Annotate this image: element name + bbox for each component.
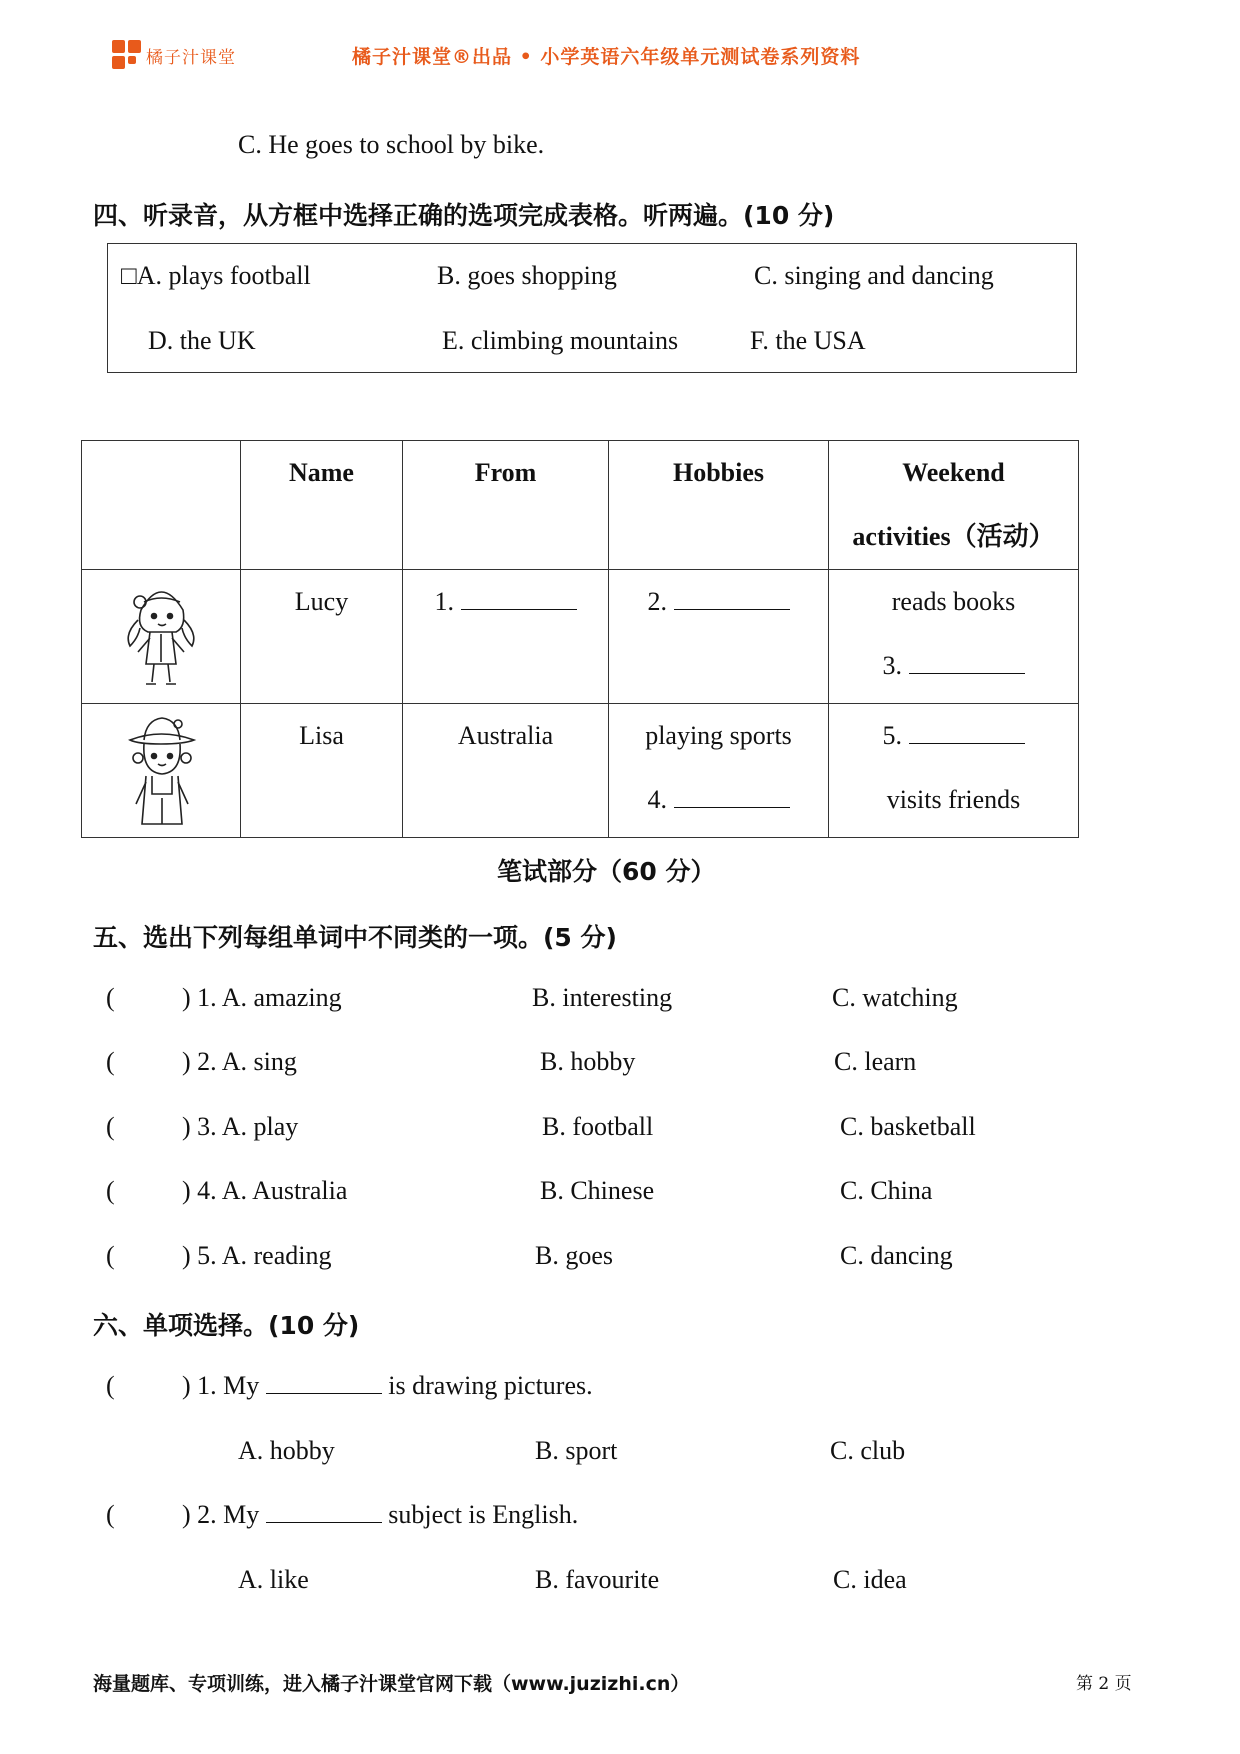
section6-q2-a: A. like <box>238 1565 309 1594</box>
listening-table <box>81 440 1079 838</box>
table-header-hobbies: Hobbies <box>609 441 829 570</box>
section6-q2-stem: ) 2. My subject is English. <box>182 1500 579 1529</box>
lisa-from: Australia <box>403 704 609 838</box>
section5-q5: ) 5. A. reading <box>182 1241 332 1270</box>
section6-q1-a: A. hobby <box>238 1436 335 1465</box>
answer-paren[interactable]: ( <box>106 1500 115 1529</box>
section5-q1-b: B. interesting <box>532 983 673 1012</box>
brand-logo <box>112 40 236 70</box>
answer-paren[interactable]: ( <box>106 1176 115 1205</box>
answer-paren[interactable]: ( <box>106 1371 115 1400</box>
section-6-title: 六、单项选择。(10 分) <box>93 1311 360 1340</box>
section5-q4-c: C. China <box>840 1176 933 1205</box>
footer-promo: 海量题库、专项训练，进入橘子汁课堂官网下载（www.juzizhi.cn） <box>93 1673 690 1695</box>
section5-q4-b: B. Chinese <box>540 1176 655 1205</box>
section6-q2-c: C. idea <box>833 1565 907 1594</box>
girl-pigtails-illustration <box>116 572 206 696</box>
logo-text: 橘子汁课堂 <box>146 47 236 68</box>
answer-paren[interactable]: ( <box>106 983 115 1012</box>
lisa-hobbies: playing sports 4. <box>609 704 829 838</box>
section6-q1-stem: ) 1. My is drawing pictures. <box>182 1371 593 1400</box>
word-option-f: F. the USA <box>750 326 866 355</box>
lisa-weekend: 5. visits friends <box>829 704 1079 838</box>
avatar-lucy <box>82 570 241 704</box>
section5-q1: ) 1. A. amazing <box>182 983 342 1012</box>
word-option-d: D. the UK <box>148 326 256 355</box>
word-option-c: C. singing and dancing <box>754 261 994 290</box>
section5-q5-b: B. goes <box>535 1241 613 1270</box>
lisa-weekend-blank[interactable]: 5. <box>829 704 1078 768</box>
table-header-from: From <box>403 441 609 570</box>
table-header-name: Name <box>241 441 403 570</box>
lucy-name: Lucy <box>241 570 403 704</box>
section-4-title: 四、听录音，从方框中选择正确的选项完成表格。听两遍。(10 分) <box>93 201 835 230</box>
previous-question-option-c: C. He goes to school by bike. <box>238 130 545 159</box>
word-option-e: E. climbing mountains <box>442 326 679 355</box>
table-header-empty <box>82 441 241 570</box>
section5-q5-c: C. dancing <box>840 1241 953 1270</box>
section5-q4: ) 4. A. Australia <box>182 1176 348 1205</box>
table-header-row <box>82 441 1079 570</box>
word-option-b: B. goes shopping <box>437 261 617 290</box>
section5-q2-b: B. hobby <box>540 1047 636 1076</box>
written-part-title: 笔试部分（60 分） <box>497 857 716 886</box>
section6-q1-c: C. club <box>830 1436 906 1465</box>
section5-q3-b: B. football <box>542 1112 654 1141</box>
logo-icon <box>112 40 142 70</box>
section-5-title: 五、选出下列每组单词中不同类的一项。(5 分) <box>93 923 617 952</box>
word-option-a: □A. plays football <box>121 261 311 290</box>
answer-paren[interactable]: ( <box>106 1047 115 1076</box>
table-header-weekend: Weekend activities（活动） <box>829 441 1079 570</box>
table-row <box>82 704 1079 838</box>
lucy-hobbies-blank[interactable]: 2. <box>609 570 829 704</box>
table-row <box>82 570 1079 704</box>
section6-q1-b: B. sport <box>535 1436 618 1465</box>
avatar-lisa <box>82 704 241 838</box>
page-number: 第 2 页 <box>1076 1674 1132 1694</box>
section5-q3-c: C. basketball <box>840 1112 976 1141</box>
section5-q2-c: C. learn <box>834 1047 917 1076</box>
section6-q2-b: B. favourite <box>535 1565 660 1594</box>
section5-q3: ) 3. A. play <box>182 1112 299 1141</box>
lucy-weekend: reads books 3. <box>829 570 1079 704</box>
girl-hat-illustration <box>116 706 206 830</box>
section5-q2: ) 2. A. sing <box>182 1047 297 1076</box>
lisa-hobbies-blank[interactable]: 4. <box>609 768 828 832</box>
header-title: 橘子汁课堂®出品 • 小学英语六年级单元测试卷系列资料 <box>352 46 861 68</box>
lisa-name: Lisa <box>241 704 403 838</box>
section5-q1-c: C. watching <box>832 983 958 1012</box>
lucy-from-blank[interactable]: 1. <box>403 570 609 704</box>
answer-paren[interactable]: ( <box>106 1112 115 1141</box>
answer-paren[interactable]: ( <box>106 1241 115 1270</box>
lucy-weekend-blank[interactable]: 3. <box>829 634 1078 698</box>
